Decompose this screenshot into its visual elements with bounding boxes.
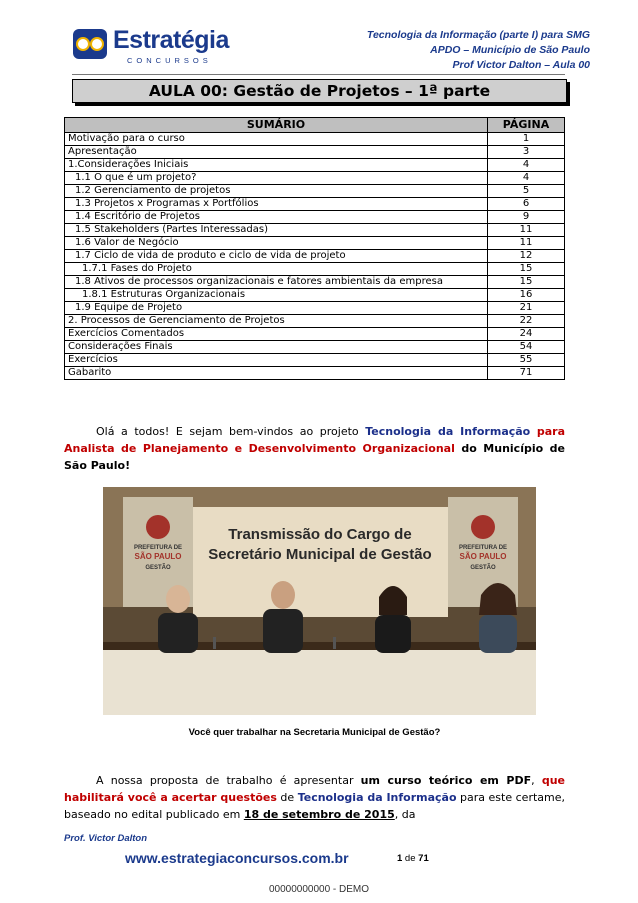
demo-watermark: 00000000000 - DEMO — [268, 884, 370, 895]
proposal-text-5: , da — [394, 808, 416, 821]
toc-row — [65, 133, 565, 146]
toc-row — [65, 367, 565, 380]
intro-highlight-role: para Analista de Planejamento e Desenvolvimento Organizacional — [64, 425, 565, 455]
toc-col-page: PÁGINA — [488, 118, 565, 133]
intro-highlight-ti: Tecnologia da Informação — [365, 425, 531, 438]
logo-sub: CONCURSOS — [127, 56, 212, 65]
header-divider — [72, 74, 565, 75]
footer-author: Prof. Victor Dalton — [64, 833, 148, 844]
toc-row — [65, 354, 565, 367]
toc-page: 5 — [488, 185, 565, 198]
toc-topic: 1.1 O que é um projeto? — [65, 172, 488, 185]
toc-page: 16 — [488, 289, 565, 302]
intro-text-3: Município de São Paulo! — [64, 442, 565, 472]
footer-url[interactable]: www.estrategiaconcursos.com.br — [125, 850, 349, 866]
intro-paragraph — [64, 423, 565, 474]
toc-topic: 1.2 Gerenciamento de projetos — [65, 185, 488, 198]
toc-page: 15 — [488, 263, 565, 276]
toc-row — [65, 289, 565, 302]
toc-page: 15 — [488, 276, 565, 289]
header-exam: APDO – Município de São Paulo — [430, 44, 590, 56]
ceremony-photo — [103, 487, 536, 715]
lesson-title: AULA 00: Gestão de Projetos – 1ª parte — [72, 79, 567, 103]
toc-topic: Apresentação — [65, 146, 488, 159]
toc-topic: Exercícios Comentados — [65, 328, 488, 341]
proposal-text-3: de — [276, 791, 298, 804]
toc-col-topic: SUMÁRIO — [65, 118, 488, 133]
flag-text-left-1: PREFEITURA DE — [133, 545, 183, 551]
toc-page: 54 — [488, 341, 565, 354]
owl-logo-icon — [73, 29, 107, 59]
toc-row — [65, 302, 565, 315]
toc-page: 71 — [488, 367, 565, 380]
proposal-text-1: A nossa proposta de trabalho é apresentar — [96, 774, 361, 787]
toc-row — [65, 250, 565, 263]
flag-text-left-2: SÃO PAULO — [134, 552, 182, 561]
toc-page: 3 — [488, 146, 565, 159]
proposal-highlight-date: 18 de setembro de 2015 — [243, 808, 395, 821]
flag-text-right-1: PREFEITURA DE — [458, 545, 508, 551]
header-professor: Prof Victor Dalton – Aula 00 — [452, 59, 590, 71]
toc-topic: 1.Considerações Iniciais — [65, 159, 488, 172]
toc-row — [65, 185, 565, 198]
header-course: Tecnologia da Informação (parte I) para SMG — [366, 29, 590, 41]
toc-page: 4 — [488, 172, 565, 185]
toc-row — [65, 211, 565, 224]
logo-brand: Estratégia — [113, 26, 229, 54]
toc-page: 12 — [488, 250, 565, 263]
toc-topic: Considerações Finais — [65, 341, 488, 354]
page-header — [367, 28, 590, 73]
toc-topic: 1.7 Ciclo de vida de produto e ciclo de vida de projeto — [65, 250, 488, 263]
toc-topic: 1.3 Projetos x Programas x Portfólios — [65, 198, 488, 211]
toc-topic: Motivação para o curso — [65, 133, 488, 146]
flag-text-right-3: GESTÃO — [470, 565, 496, 571]
toc-page: 9 — [488, 211, 565, 224]
toc-row — [65, 315, 565, 328]
proposal-highlight-ti: Tecnologia da Informação — [297, 791, 457, 804]
toc-row — [65, 263, 565, 276]
toc-topic: 1.7.1 Fases do Projeto — [65, 263, 488, 276]
toc-row — [65, 172, 565, 185]
toc-row — [65, 224, 565, 237]
toc-row — [65, 328, 565, 341]
proposal-text-2: , — [531, 774, 542, 787]
estrategia-logo — [73, 26, 229, 66]
intro-text-2: do — [454, 442, 484, 455]
toc-topic: 1.6 Valor de Negócio — [65, 237, 488, 250]
toc-row — [65, 198, 565, 211]
flag-text-left-3: GESTÃO — [145, 565, 171, 571]
toc-topic: Gabarito — [65, 367, 488, 380]
page-total: 71 — [418, 853, 429, 864]
toc-row — [65, 159, 565, 172]
footer-page-number — [397, 853, 429, 864]
toc-page: 22 — [488, 315, 565, 328]
toc-header-row — [65, 118, 565, 133]
toc-table — [64, 117, 565, 380]
banner-line-2: Secretário Municipal de Gestão — [208, 546, 432, 563]
toc-page: 21 — [488, 302, 565, 315]
toc-page: 24 — [488, 328, 565, 341]
toc-topic: 1.4 Escritório de Projetos — [65, 211, 488, 224]
intro-text-1: Olá a todos! E sejam bem-vindos ao projeto — [96, 425, 366, 438]
banner-line-1: Transmissão do Cargo de — [228, 526, 412, 543]
proposal-highlight-course: um curso teórico em PDF — [360, 774, 532, 787]
toc-page: 1 — [488, 133, 565, 146]
toc-topic: Exercícios — [65, 354, 488, 367]
toc-topic: 1.9 Equipe de Projeto — [65, 302, 488, 315]
toc-body — [65, 133, 565, 380]
toc-row — [65, 146, 565, 159]
proposal-paragraph — [64, 772, 565, 823]
toc-topic: 2. Processos de Gerenciamento de Projetos — [65, 315, 488, 328]
toc-page: 11 — [488, 237, 565, 250]
page-of: de — [402, 853, 419, 864]
toc-topic: 1.8 Ativos de processos organizacionais e fatores ambientais da empresa — [65, 276, 488, 289]
toc-page: 11 — [488, 224, 565, 237]
flag-text-right-2: SÃO PAULO — [459, 552, 507, 561]
toc-page: 4 — [488, 159, 565, 172]
toc-page: 55 — [488, 354, 565, 367]
toc-row — [65, 341, 565, 354]
proposal-highlight-questions: que habilitará você a acertar questões — [64, 774, 566, 804]
toc-page: 6 — [488, 198, 565, 211]
proposal-text-4: para este certame, baseado no edital publicado em — [64, 791, 565, 821]
photo-caption: Você quer trabalhar na Secretaria Municipal de Gestão? — [188, 727, 441, 738]
toc-topic: 1.5 Stakeholders (Partes Interessadas) — [65, 224, 488, 237]
toc-row — [65, 237, 565, 250]
toc-row — [65, 276, 565, 289]
toc-topic: 1.8.1 Estruturas Organizacionais — [65, 289, 488, 302]
page-current: 1 — [397, 853, 403, 864]
